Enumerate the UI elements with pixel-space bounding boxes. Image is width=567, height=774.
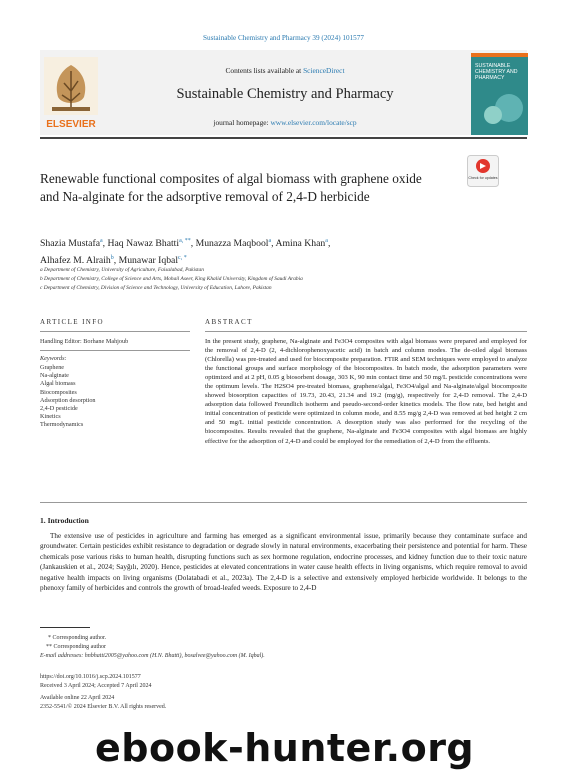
- keyword: Biocomposites: [40, 388, 77, 396]
- keyword: Adsorption desorption: [40, 396, 96, 404]
- sciencedirect-link[interactable]: ScienceDirect: [303, 66, 345, 75]
- article-info-heading: ARTICLE INFO: [40, 318, 105, 326]
- copyright: 2352-5541/© 2024 Elsevier B.V. All rights reserved.: [40, 704, 167, 710]
- article-info-rule: [40, 331, 190, 332]
- elsevier-logo: [40, 53, 102, 133]
- affiliation-c: c Department of Chemistry, Division of Science and Technology, University of Education, Lahore, Pakistan: [40, 285, 272, 291]
- check-for-updates-badge[interactable]: [467, 155, 499, 187]
- check-updates-label: Check for updates: [468, 176, 498, 180]
- author-name[interactable]: Munawar Iqbal: [118, 255, 179, 267]
- author-affiliation-marker[interactable]: a: [100, 238, 103, 244]
- available-online: Available online 22 April 2024: [40, 695, 115, 701]
- watermark: ebook-hunter.org: [95, 726, 475, 770]
- footnote-corr-2: ** Corresponding author: [46, 644, 106, 650]
- elsevier-logo-text: ELSEVIER: [46, 119, 96, 130]
- author-affiliation-marker[interactable]: c, *: [178, 255, 187, 262]
- footnote-email: E-mail addresses: hnbhatti2005@yahoo.com (H.N. Bhatti), bosalvee@yahoo.com (M. Iqbal).: [40, 653, 265, 659]
- intro-heading: 1. Introduction: [40, 516, 89, 525]
- abstract-heading: ABSTRACT: [205, 318, 253, 326]
- authors-line-1: Shazia Mustafa$^a$, Haq Nawaz Bhatti$^{a, **}$, Munazza Maqbool$^a$, Amina Khan$^a$,: [40, 238, 331, 250]
- article-title: Renewable functional composites of algal biomass with graphene oxide and Na-alginate for the adsorptive removal of 2,4-D herbicide: [40, 171, 422, 204]
- author-affiliation-marker[interactable]: a, **: [179, 238, 191, 244]
- author-list: [40, 234, 460, 268]
- homepage-link[interactable]: www.elsevier.com/locate/scp: [270, 118, 357, 127]
- keyword: Algal biomass: [40, 380, 76, 388]
- keyword: Na-alginate: [40, 372, 69, 380]
- svg-text:CHEMISTRY AND: CHEMISTRY AND: [475, 69, 518, 75]
- keyword: Kinetics: [40, 413, 61, 421]
- handling-editor: Handling Editor: Borhane Mahjoub: [40, 338, 129, 345]
- keyword: Thermodynamics: [40, 421, 84, 429]
- editor-rule: [40, 350, 190, 351]
- contents-prefix: Contents lists available at: [225, 66, 304, 75]
- section-rule: [40, 502, 527, 503]
- received-dates: Received 3 April 2024; Accepted 7 April 2024: [40, 683, 152, 689]
- keywords-list: [40, 364, 96, 430]
- affiliation-a: a Department of Chemistry, University of Agriculture, Faisalabad, Pakistan: [40, 267, 204, 273]
- author-name[interactable]: Alhafez M. Alraih: [40, 255, 111, 267]
- author-name[interactable]: Amina Khan: [275, 238, 326, 250]
- author-affiliation-marker[interactable]: b: [110, 255, 114, 262]
- homepage-prefix: journal homepage:: [213, 118, 271, 127]
- author-name[interactable]: Munazza Maqbool: [195, 238, 269, 250]
- intro-paragraph: The extensive use of pesticides in agriculture and farming has emerged as a significant environmental issue, primarily because they contaminate surface and groundwater. Certain pesticides exhibit resistance to degradation or degrade slowly in natural environments, exacerbating their persistence and potential for harm. These chemicals pose various risks to human health, disrupting functions such as sex hormone regulation, endocrine processes, and kidney function due to their toxic nature (Jankauskien et al., 2024; Sayğılı, 2020). Hence, pesticides at elevated concentrations in water cause health effects in living organisms, which require removal to avoid negative health impacts on living organisms (Dolatabadi et al., 2023a). The 2,4-D is a selective and extensively employed herbicide worldwide. It belongs to the phenoxy family of herbicides and controls the growth of broad-leafed weeds. Exposure to 2,4-D: [40, 532, 527, 593]
- journal-citation[interactable]: Sustainable Chemistry and Pharmacy 39 (2024) 101577: [203, 34, 364, 42]
- footnote-rule: [40, 627, 90, 628]
- author-affiliation-marker[interactable]: a: [268, 238, 272, 244]
- author-affiliation-marker[interactable]: a: [325, 238, 328, 244]
- author-name[interactable]: Shazia Mustafa: [40, 238, 100, 250]
- doi-link[interactable]: https://doi.org/10.1016/j.scp.2024.101577: [40, 674, 141, 680]
- abstract-rule: [205, 331, 527, 332]
- journal-cover-image: [471, 53, 528, 135]
- keywords-label: Keywords:: [40, 355, 67, 362]
- footnote-corr-1: * Corresponding author.: [48, 635, 107, 641]
- homepage-line: [110, 118, 460, 127]
- svg-text:PHARMACY: PHARMACY: [475, 75, 505, 81]
- affiliation-b: b Department of Chemistry, College of Science and Arts, Mohail Aseer, King Khalid University, Kingdom of Saudi Arabia: [40, 276, 303, 282]
- keyword: 2,4-D pesticide: [40, 405, 78, 413]
- journal-name: Sustainable Chemistry and Pharmacy: [176, 86, 394, 102]
- abstract-text: In the present study, graphene, Na-alginate and Fe3O4 composites with algal biomass were prepared and employed for the removal of 2,4-D (2, 4-dichlorophenoxyacetic acid) in batch and column modes. The de-oiled algal biomass (Chlorella) was pre-treated and used for biocomposite preparation. FTIR and SEM techniques were employed to analyze the functional groups and surface morphology of the biocomposites. In batch mode, the adsorption parameters were optimized and at 2 pH, 0.05 g biosorbent dosage, 303 K, 90 min contact time and 50 mg/L pesticide concentrations were the optimum levels. The H2SO4 pre-treated biomass, graphene/algal, Fe3O4/algal and Na-alginate/algal biocomposite showed biosorption capacities of 19.73, 20.43, 21.34 and 19.2 (mg/g), respectively for 2,4-D removal. The 2,4-D adsorption data followed Freundlich isotherm and pseudo-second-order kinetics models. The flow rate, bed height and initial concentration of pesticide were optimized in column mode, and 8.55 mg/g 2,4-D was removed at bed height 2 cm and 50 mg/L initial pesticide concentration. A desorption study was also performed for the recycling of the biocomposites. Results revealed that the graphene, Na-alginate and Fe3O4 composites with algal biomass are highly effective for the adsorption of 2,4-D and could be employed for the remediation of 2,4-D from the effluents.: [205, 338, 527, 445]
- keyword: Graphene: [40, 364, 65, 371]
- authors-line-2: Alhafez M. Alraih$^b$, Munawar Iqbal$^{c, *}$: [40, 255, 187, 267]
- contents-line: [110, 66, 460, 75]
- author-name[interactable]: Haq Nawaz Bhatti: [107, 238, 180, 250]
- svg-text:SUSTAINABLE: SUSTAINABLE: [475, 63, 511, 69]
- header-rule: [40, 137, 527, 139]
